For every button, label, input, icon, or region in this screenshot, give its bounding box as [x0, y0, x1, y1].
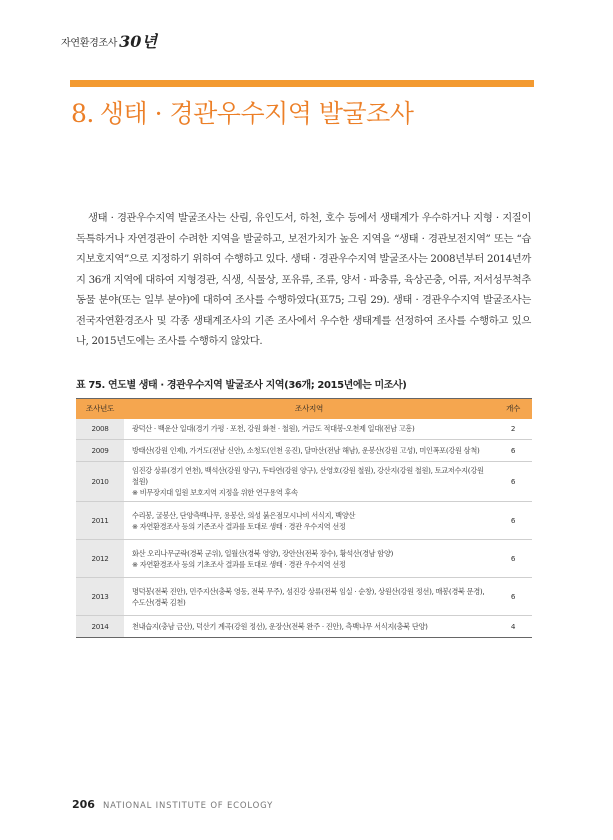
table-row — [76, 502, 532, 540]
running-header — [61, 34, 157, 49]
row-year: 2014 — [76, 616, 124, 638]
table-row — [76, 616, 532, 638]
row-sites — [124, 616, 494, 638]
row-sites — [124, 540, 494, 578]
header-title: 자연환경조사 — [61, 38, 118, 49]
table-row — [76, 578, 532, 616]
row-sites — [124, 502, 494, 540]
section-title — [71, 94, 413, 130]
row-year: 2012 — [76, 540, 124, 578]
row-count: 6 — [494, 578, 532, 616]
row-count: 6 — [494, 440, 532, 462]
site-line: 수리봉, 굴봉산, 단양측백나무, 용봉산, 의성 붉은점모시나비 서식지, 백양산 — [132, 510, 356, 520]
row-sites — [124, 419, 494, 440]
site-line: 수도산(경북 김천) — [132, 597, 186, 607]
site-line: 화산 오리나무군락(경북 군위), 일월산(경북 영양), 장안산(전북 장수), 황석산(경남 함양) — [132, 548, 394, 558]
site-line: 명덕봉(전북 진안), 민주지산(충북 영동, 전북 무주), 섬진강 상류(전북 임실 · 순창), 상원산(강원 정선), 매봉(경북 문경), — [132, 586, 485, 596]
site-line: 광덕산 · 백운산 일대(경기 가평 · 포천, 강원 화천 · 철원), 거금도 적대봉-오천제 일대(전남 고흥) — [132, 424, 415, 434]
row-count: 6 — [494, 502, 532, 540]
site-line: 방태산(강원 인제), 가거도(전남 신안), 소청도(인천 옹진), 달마산(전남 해남), 운봉산(강원 고성), 미인폭포(강원 삼척) — [132, 446, 480, 455]
section-title-text: 생태 · 경관우수지역 발굴조사 — [99, 99, 414, 128]
row-year: 2008 — [76, 419, 124, 440]
site-note: ※ 자연환경조사 등의 기존조사 결과를 토대로 생태 · 경관 우수지역 선정 — [132, 521, 346, 531]
row-count: 6 — [494, 462, 532, 502]
row-year: 2010 — [76, 462, 124, 502]
survey-table — [76, 398, 532, 638]
header-year: 조사년도 — [85, 404, 115, 414]
row-sites — [124, 440, 494, 462]
row-count: 6 — [494, 540, 532, 578]
site-note: ※ 자연환경조사 등의 기초조사 결과를 토대로 생태 · 경관 우수지역 선정 — [132, 559, 346, 569]
section-number: 8. — [71, 99, 94, 128]
table-row — [76, 440, 532, 462]
row-sites — [124, 578, 494, 616]
row-count: 4 — [494, 616, 532, 638]
row-year: 2011 — [76, 502, 124, 540]
header-sites: 조사지역 — [294, 404, 324, 414]
page-footer — [72, 798, 273, 811]
header-count: 개수 — [505, 404, 521, 414]
table-row — [76, 462, 532, 502]
body-text — [76, 208, 531, 352]
row-count: 2 — [494, 419, 532, 440]
row-sites — [124, 462, 494, 502]
header-30-years-logo: 30년 — [119, 32, 157, 51]
row-year: 2013 — [76, 578, 124, 616]
table-caption: 표 75. 연도별 생태 · 경관우수지역 발굴조사 지역(36개; 2015년에는 미조사) — [76, 380, 407, 391]
site-line: 천내습지(충남 금산), 덕산기 계곡(강원 정선), 운장산(전북 완주 · 진안), 측백나무 서식지(충북 단양) — [132, 622, 428, 631]
footer-organization: NATIONAL INSTITUTE OF ECOLOGY — [102, 801, 274, 811]
body-paragraph: 생태 · 경관우수지역 발굴조사는 산림, 유인도서, 하천, 호수 등에서 생태계가 우수하거나 지형 · 지질이 독특하거나 자연경관이 수려한 지역을 발굴하고, 보전가치가 높은 지역을 “생태 · 경관보전지역” 또는 “습지보호지역”으로 지정하기 위하여 수행하고 있다. 생태 · 경관우수지역 발굴조사는 2008년부터 2014년까지 36개 지역에 대하여 지형경관, 식생, 식물상, 포유류, 조류, 양서 · 파충류, 육상곤충, 어류, 저서성무척추동물 분야(또는 일부 분야)에 대하여 조사를 수행하였다(표75; 그림 29). 생태 · 경관우수지역 발굴조사는 전국자연환경조사 및 각종 생태계조사의 기존 조사에서 우수한 생태계를 선정하여 조사를 수행하고 있으나, 2015년도에는 조사를 수행하지 않았다. — [76, 212, 531, 347]
table-header-row — [76, 399, 532, 419]
site-note: ※ 비무장지대 일원 보호지역 지정을 위한 연구용역 후속 — [132, 488, 298, 497]
table-row — [76, 540, 532, 578]
section-divider-bar — [70, 80, 534, 87]
site-line: 임진강 상류(경기 연천), 백석산(강원 양구), 두타연(강원 양구), 산영호(강원 철원), 강산지(강원 철원), 토교저수지(강원 철원) — [132, 466, 484, 486]
table-row — [76, 419, 532, 440]
page-number: 206 — [72, 798, 95, 811]
row-year: 2009 — [76, 440, 124, 462]
